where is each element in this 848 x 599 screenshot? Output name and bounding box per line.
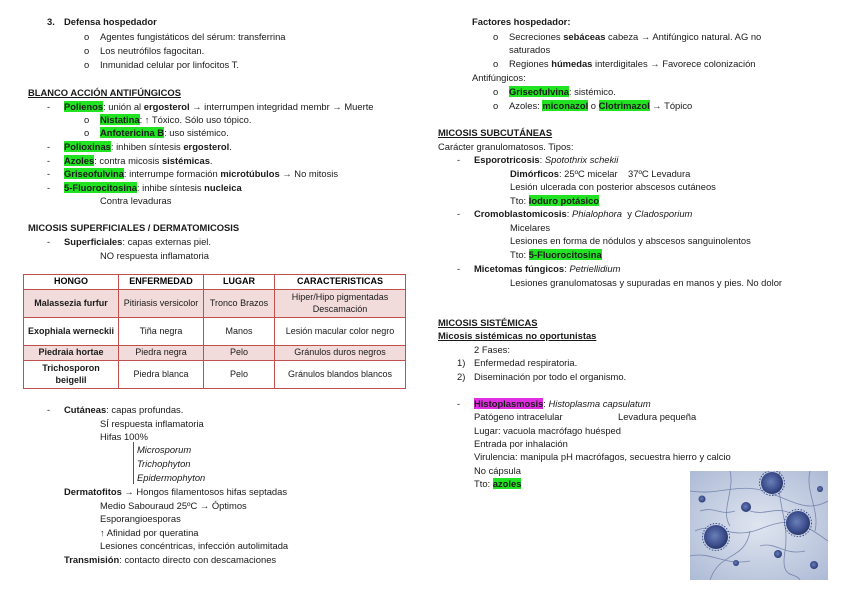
histoplasma-micrograph-image <box>690 471 828 580</box>
highlight: azoles <box>492 478 522 489</box>
bullet-circle-icon: o <box>493 58 499 69</box>
highlight: Anfotericina B <box>100 127 165 138</box>
table-cell: Exophiala werneckii <box>24 318 119 346</box>
text: ergosterol <box>143 101 190 112</box>
genus-item: Epidermophyton <box>137 472 206 483</box>
sistemicas-subtitle: Micosis sistémicas no oportunistas <box>438 330 597 341</box>
highlight: Polioxinas <box>64 141 111 152</box>
anfotericina-line <box>100 127 229 139</box>
text: y <box>622 208 635 219</box>
highlight: Ioduro potásico <box>528 195 600 206</box>
table-cell: Pelo <box>204 361 275 389</box>
text: : capas profundas. <box>106 404 184 415</box>
text: : sistémico. <box>568 86 616 97</box>
table-cell: Gránulos blandos blancos <box>275 361 406 389</box>
dash-bullet: - <box>457 263 461 274</box>
bullet-circle-icon: o <box>493 100 499 111</box>
histoplasmosis-sub: No cápsula <box>474 465 521 476</box>
factores-item <box>509 31 761 43</box>
table-header-row <box>24 275 406 290</box>
superficiales-sub: NO respuesta inflamatoria <box>100 250 209 261</box>
text: Dimórficos <box>510 168 559 179</box>
dermatomicosis-table <box>23 274 406 389</box>
text: Transmisión <box>64 554 120 565</box>
text: → Tópico <box>649 100 693 111</box>
bullet-circle-icon: o <box>84 59 90 70</box>
text: Azoles: <box>509 100 543 111</box>
factores-item <box>509 58 756 70</box>
griseofulvina-line <box>64 168 338 180</box>
factores-item-cont: saturados <box>509 44 551 55</box>
table-cell: Hiper/Hipo pigmentadas Descamación <box>275 290 406 318</box>
cutaneas-sub: SÍ respuesta inflamatoria <box>100 418 204 429</box>
dermatofitos-sub: Medio Sabouraud 25ºC → Óptimos <box>100 500 247 511</box>
table-row <box>24 290 406 318</box>
text: ergosterol <box>183 141 230 152</box>
dash-bullet: - <box>47 168 51 179</box>
bullet-circle-icon: o <box>493 31 499 42</box>
esporotricosis-tto <box>510 195 599 207</box>
table-cell: Trichosporon beigelil <box>24 361 119 389</box>
highlight: Nistatina <box>100 114 140 125</box>
subcutaneas-intro: Carácter granulomatosos. Tipos: <box>438 141 574 152</box>
text: : <box>564 263 570 274</box>
polioxinas-line <box>64 141 232 153</box>
azoles-line <box>64 155 213 167</box>
bullet-circle-icon: o <box>493 86 499 97</box>
blanco-title: BLANCO ACCIÓN ANTIFÚNGICOS <box>28 87 181 98</box>
text: sistémicas <box>161 155 210 166</box>
dash-bullet: - <box>47 404 51 415</box>
column-header: HONGO <box>24 275 119 290</box>
table-cell: Tronco Brazos <box>204 290 275 318</box>
text: Spotothrix schekii <box>544 154 619 165</box>
text: sebáceas <box>563 31 606 42</box>
table-cell: Pitiriasis versicolor <box>119 290 204 318</box>
dash-bullet: - <box>47 182 51 193</box>
highlight: 5-Fluorocitosina <box>64 182 137 193</box>
esporotricosis-sub: Lesión ulcerada con posterior abscesos cutáneos <box>510 181 716 192</box>
table-cell: Malassezia furfur <box>24 290 119 318</box>
fluorocitosina-line <box>64 182 242 194</box>
list-item: Inmunidad celular por linfocitos T. <box>100 59 239 70</box>
text: Esporotricosis <box>474 154 540 165</box>
text: o <box>588 100 599 111</box>
column-header: ENFERMEDAD <box>119 275 204 290</box>
antifungicos-title: Antifúngicos: <box>472 72 526 83</box>
fase-item: Diseminación por todo el organismo. <box>474 371 627 382</box>
text: Tto: <box>474 478 493 489</box>
defensa-title: Defensa hospedador <box>64 16 157 27</box>
cutaneas-line <box>64 404 183 416</box>
histoplasmosis-sub: Patógeno intracelular <box>474 411 563 422</box>
factores-title: Factores hospedador: <box>472 16 571 27</box>
cromoblastomicosis-line <box>474 208 692 220</box>
table-row <box>24 318 406 346</box>
text: : uso sistémico. <box>164 127 229 138</box>
dash-bullet: - <box>47 155 51 166</box>
text: : <box>543 398 549 409</box>
text: húmedas <box>551 58 593 69</box>
highlight: Clotrimazol <box>598 100 650 111</box>
text: : contra micosis <box>94 155 162 166</box>
histoplasmosis-line <box>474 398 651 410</box>
azoles-line <box>509 100 692 112</box>
subcutaneas-title: MICOSIS SUBCUTÁNEAS <box>438 127 553 138</box>
histoplasmosis-sub: Levadura pequeña <box>618 411 697 422</box>
text: . <box>209 155 213 166</box>
text: cabeza → Antifúngico natural. AG no <box>605 31 762 42</box>
column-header: CARACTERISTICAS <box>275 275 406 290</box>
text: → interrumpen integridad membr → Muerte <box>189 101 374 112</box>
text: Tto: <box>510 249 529 260</box>
table-cell: Piedra blanca <box>119 361 204 389</box>
bracket-line <box>133 442 134 484</box>
highlight: Histoplasmosis <box>474 398 544 409</box>
highlight: Polienos <box>64 101 104 112</box>
dash-bullet: - <box>47 141 51 152</box>
text: microtúbulos <box>220 168 280 179</box>
micetomas-sub: Lesiones granulomatosas y supuradas en manos y pies. No dolor <box>510 277 783 288</box>
text: Phialophora <box>571 208 622 219</box>
transmision-line <box>64 554 276 566</box>
micetomas-line <box>474 263 620 275</box>
table-cell: Piedra negra <box>119 346 204 361</box>
text: Tto: <box>510 195 529 206</box>
cromoblastomicosis-sub: Lesiones en forma de nódulos y abscesos sanguinolentos <box>510 235 751 246</box>
table-cell: Piedraia hortae <box>24 346 119 361</box>
table-cell: Manos <box>204 318 275 346</box>
table-cell: Pelo <box>204 346 275 361</box>
text: Regiones <box>509 58 552 69</box>
text: . <box>229 141 232 152</box>
text: Histoplasma capsulatum <box>548 398 651 409</box>
highlight: miconazol <box>542 100 589 111</box>
text: : interrumpe formación <box>123 168 221 179</box>
text: : unión al <box>103 101 144 112</box>
dermatofitos-sub: Lesiones concéntricas, infección autolimitada <box>100 540 289 551</box>
histoplasmosis-sub: Entrada por inhalación <box>474 438 568 449</box>
fluorocitosina-sub: Contra levaduras <box>100 195 172 206</box>
fase-number: 2) <box>457 371 466 382</box>
section-number: 3. <box>47 16 55 27</box>
text: → Hongos filamentosos hifas septadas <box>121 486 288 497</box>
text: : inhiben síntesis <box>110 141 184 152</box>
superficiales-title: MICOSIS SUPERFICIALES / DERMATOMICOSIS <box>28 222 240 233</box>
polienos-line <box>64 101 374 113</box>
text: : <box>539 154 545 165</box>
text: : contacto directo con descamaciones <box>119 554 277 565</box>
superficiales-line <box>64 236 211 248</box>
text: Cromoblastomicosis <box>474 208 567 219</box>
dermatofitos-sub: Esporangioesporas <box>100 513 181 524</box>
list-item: Agentes fungistáticos del sérum: transferrina <box>100 31 286 42</box>
cromoblastomicosis-tto <box>510 249 602 261</box>
cromoblastomicosis-sub: Micelares <box>510 222 551 233</box>
dash-bullet: - <box>47 101 51 112</box>
text: : 25ºC micelar 37ºC Levadura <box>558 168 691 179</box>
histoplasmosis-sub: Virulencia: manipula pH macrófagos, secuestra hierro y calcio <box>474 451 731 462</box>
highlight: Griseofulvina <box>509 86 569 97</box>
genus-item: Microsporum <box>137 444 192 455</box>
bullet-circle-icon: o <box>84 31 90 42</box>
dash-bullet: - <box>457 208 461 219</box>
text: nucleica <box>204 182 242 193</box>
griseofulvina-line <box>509 86 616 98</box>
table-row <box>24 361 406 389</box>
list-item: Los neutrófilos fagocitan. <box>100 45 205 56</box>
histoplasmosis-tto <box>474 478 521 490</box>
table-row <box>24 346 406 361</box>
highlight: 5-Fluorocitosina <box>528 249 602 260</box>
text: → No mitosis <box>279 168 339 179</box>
esporotricosis-line <box>474 154 618 166</box>
fases-label: 2 Fases: <box>474 344 510 355</box>
dash-bullet: - <box>457 154 461 165</box>
dash-bullet: - <box>47 236 51 247</box>
text: : <box>566 208 572 219</box>
text: Dermatofitos <box>64 486 122 497</box>
text: Superficiales <box>64 236 123 247</box>
sistemicas-title: MICOSIS SISTÉMICAS <box>438 317 538 328</box>
table-cell: Lesión macular color negro <box>275 318 406 346</box>
text: Cladosporium <box>634 208 693 219</box>
bullet-circle-icon: o <box>84 45 90 56</box>
dash-bullet: - <box>457 398 461 409</box>
text: interdigitales → Favorece colonización <box>592 58 756 69</box>
text: Petriellidium <box>569 263 621 274</box>
genus-item: Trichophyton <box>137 458 191 469</box>
highlight: Azoles <box>64 155 95 166</box>
highlight: Griseofulvina <box>64 168 124 179</box>
esporotricosis-sub <box>510 168 690 180</box>
column-header: LUGAR <box>204 275 275 290</box>
fase-number: 1) <box>457 357 466 368</box>
table-cell: Tiña negra <box>119 318 204 346</box>
micrograph-svg <box>690 471 828 580</box>
text: Micetomas fúngicos <box>474 263 565 274</box>
histoplasmosis-sub: Lugar: vacuola macrófago huésped <box>474 425 621 436</box>
cutaneas-sub: Hifas 100% <box>100 431 148 442</box>
nistatina-line <box>100 114 251 126</box>
text: : capas externas piel. <box>122 236 211 247</box>
text: : inhibe síntesis <box>136 182 205 193</box>
table-cell: Gránulos duros negros <box>275 346 406 361</box>
text: Cutáneas <box>64 404 107 415</box>
text: : ↑ Tóxico. Sólo uso tópico. <box>139 114 252 125</box>
bullet-circle-icon: o <box>84 127 90 138</box>
text: Secreciones <box>509 31 564 42</box>
fase-item: Enfermedad respiratoria. <box>474 357 578 368</box>
dermatofitos-line <box>64 486 287 498</box>
bullet-circle-icon: o <box>84 114 90 125</box>
dermatofitos-sub: ↑ Afinidad por queratina <box>100 527 199 538</box>
